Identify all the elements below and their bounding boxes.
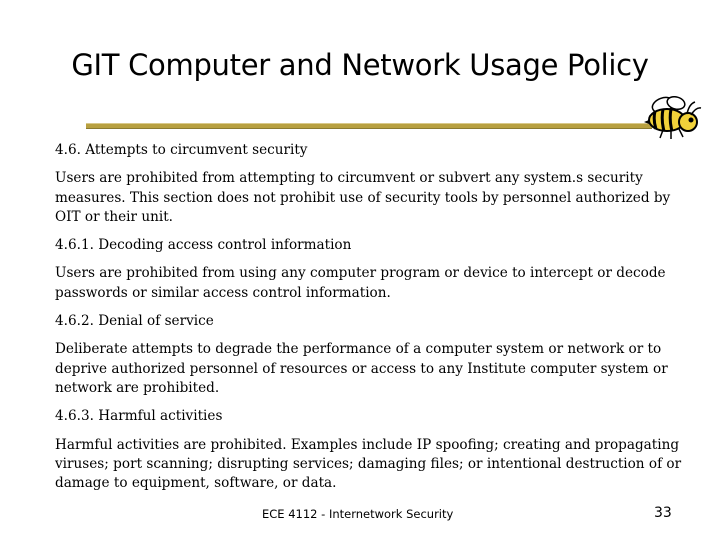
section-text-4-6-2: Deliberate attempts to degrade the performance of a computer system or network or to deprive authorized personnel of resources or access to any Institute computer system or network are prohibited. xyxy=(55,341,668,396)
yellow-jacket-bee-icon xyxy=(643,96,703,140)
policy-body xyxy=(55,141,695,502)
title-underline-rule xyxy=(86,119,652,133)
section-text-4-6: Users are prohibited from attempting to circumvent or subvert any system.s security measures. This section does not prohibit use of security tools by personnel authorized by OIT or their unit. xyxy=(55,170,671,225)
section-heading-4-6-3: 4.6.3. Harmful activities xyxy=(55,408,223,425)
section-text-4-6-1: Users are prohibited from using any computer program or device to intercept or decode passwords or similar access control information. xyxy=(55,265,666,301)
section-heading-4-6: 4.6. Attempts to circumvent security xyxy=(55,142,308,158)
slide-title: GIT Computer and Network Usage Policy xyxy=(71,48,649,82)
section-heading-4-6-1: 4.6.1. Decoding access control information xyxy=(55,237,352,254)
section-text-4-6-3: Harmful activities are prohibited. Examples include IP spoofing; creating and propagating viruses; port scanning; disrupting services; damaging files; or intentional destruction of or damage to equipment, software, or data. xyxy=(55,436,682,492)
page-number: 33 xyxy=(654,505,672,521)
section-heading-4-6-2: 4.6.2. Denial of service xyxy=(55,313,214,330)
slide-footer: ECE 4112 - Internetwork Security xyxy=(262,507,454,521)
